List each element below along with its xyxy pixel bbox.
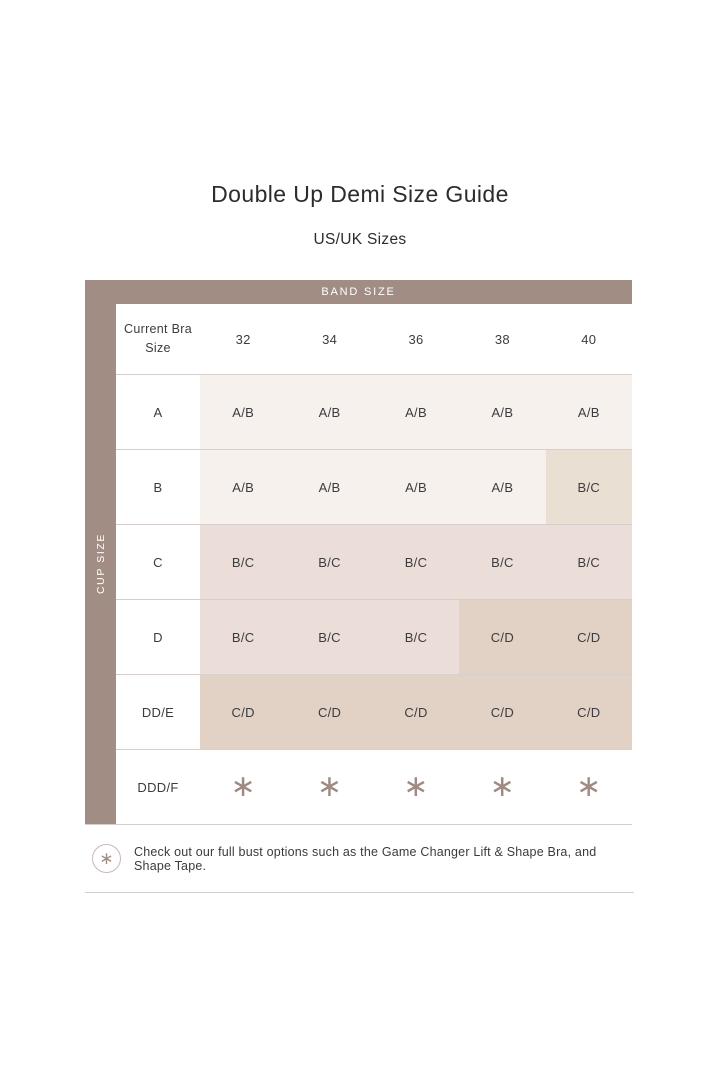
size-cell-asterisk <box>373 750 459 824</box>
size-cell: C/D <box>459 600 545 675</box>
corner-header-cell: Current Bra Size <box>116 304 200 375</box>
band-size-column-header: 36 <box>373 304 459 375</box>
band-size-column-header: 32 <box>200 304 286 375</box>
size-cell: A/B <box>200 375 286 450</box>
page-title: Double Up Demi Size Guide <box>211 181 509 207</box>
size-cell: B/C <box>373 525 459 600</box>
size-cell: A/B <box>286 450 372 525</box>
cup-size-label: CUP SIZE <box>94 533 107 595</box>
cup-size-row-label: DD/E <box>116 675 200 750</box>
footnote <box>92 844 632 873</box>
cup-size-row-label: C <box>116 525 200 600</box>
size-cell-asterisk <box>546 750 632 824</box>
size-cell: A/B <box>546 375 632 450</box>
size-cell: B/C <box>200 525 286 600</box>
band-size-column-header: 34 <box>286 304 372 375</box>
cup-size-row-label: B <box>116 450 200 525</box>
cup-size-row-label: D <box>116 600 200 675</box>
page-subtitle: US/UK Sizes <box>313 231 407 248</box>
size-cell: B/C <box>546 450 632 525</box>
size-cell: A/B <box>286 375 372 450</box>
size-cell: A/B <box>373 450 459 525</box>
size-cell: B/C <box>373 600 459 675</box>
size-cell-asterisk <box>200 750 286 824</box>
asterisk-icon: ∗ <box>230 770 256 803</box>
cup-size-row-label: A <box>116 375 200 450</box>
size-cell: A/B <box>373 375 459 450</box>
size-cell: C/D <box>200 675 286 750</box>
asterisk-icon: ∗ <box>403 770 429 803</box>
footnote-text: Check out our full bust options such as the Game Changer Lift & Shape Bra, and Shape Tape. <box>134 844 597 873</box>
asterisk-icon <box>92 844 121 873</box>
size-cell: B/C <box>459 525 545 600</box>
size-cell: C/D <box>546 675 632 750</box>
cup-size-bar <box>85 304 116 824</box>
size-cell-asterisk <box>459 750 545 824</box>
size-guide-table <box>85 280 632 825</box>
band-size-column-header: 38 <box>459 304 545 375</box>
size-cell: B/C <box>200 600 286 675</box>
band-size-label: BAND SIZE <box>321 286 396 298</box>
asterisk-glyph: ∗ <box>99 849 114 868</box>
size-table-grid <box>116 304 632 824</box>
size-cell: B/C <box>286 525 372 600</box>
size-cell: A/B <box>459 450 545 525</box>
bottom-divider <box>85 892 634 893</box>
size-cell: A/B <box>459 375 545 450</box>
size-cell-asterisk <box>286 750 372 824</box>
size-cell: C/D <box>373 675 459 750</box>
size-cell: B/C <box>286 600 372 675</box>
size-cell: A/B <box>200 450 286 525</box>
size-table-body <box>85 304 632 825</box>
size-cell: C/D <box>546 600 632 675</box>
size-cell: B/C <box>546 525 632 600</box>
asterisk-icon: ∗ <box>316 770 343 803</box>
asterisk-icon: ∗ <box>576 770 602 803</box>
asterisk-icon: ∗ <box>489 770 516 803</box>
cup-size-row-label: DDD/F <box>116 750 200 824</box>
size-cell: C/D <box>459 675 545 750</box>
size-cell: C/D <box>286 675 372 750</box>
band-size-bar <box>85 280 632 304</box>
band-size-column-header: 40 <box>546 304 632 375</box>
